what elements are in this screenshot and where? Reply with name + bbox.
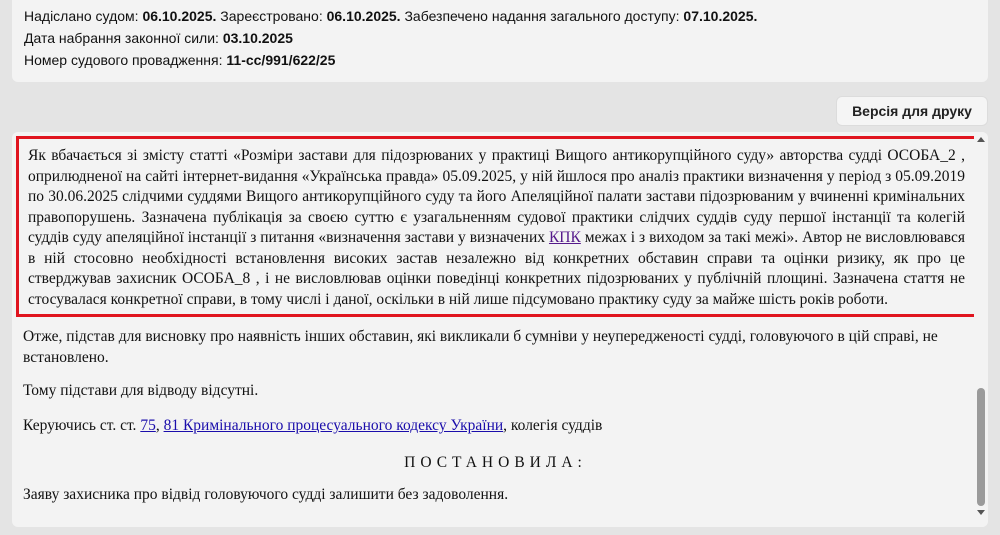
document-scrollbar[interactable] bbox=[974, 132, 988, 527]
guided-by-suffix: , колегія суддів bbox=[503, 417, 603, 434]
no-grounds-paragraph: Тому підстави для відводу відсутні. bbox=[23, 382, 259, 399]
print-version-button[interactable]: Версія для друку bbox=[836, 96, 988, 126]
case-number: 11-сс/991/622/25 bbox=[226, 52, 336, 68]
article-81-cpc-link[interactable]: 81 Кримінального процесуального кодексу України bbox=[163, 417, 504, 434]
guided-by-separator: , bbox=[155, 417, 164, 434]
access-label: Забезпечено надання загального доступу: bbox=[404, 8, 680, 24]
article-75-link[interactable]: 75 bbox=[140, 417, 156, 434]
scroll-up-arrow-icon[interactable] bbox=[977, 137, 985, 142]
case-number-label: Номер судового провадження: bbox=[24, 52, 223, 68]
registered-label: Зареєстровано: bbox=[220, 8, 323, 24]
sent-label: Надіслано судом: bbox=[24, 8, 139, 24]
case-metadata-panel bbox=[12, 0, 988, 82]
kpk-link[interactable]: КПК bbox=[548, 229, 581, 246]
guided-by-prefix: Керуючись ст. ст. bbox=[23, 417, 141, 434]
registered-date: 06.10.2025. bbox=[326, 8, 401, 24]
document-viewer bbox=[12, 132, 988, 527]
document-text bbox=[12, 132, 974, 527]
scroll-thumb[interactable] bbox=[977, 388, 985, 506]
effective-date-line bbox=[24, 27, 976, 49]
conclusion-paragraph: Отже, підстав для висновку про наявність інших обставин, які викликали б сумніви у неупередженості судді, головуючого в цій справі, не встановлено. bbox=[23, 328, 938, 366]
highlight-text-part2: межах і з виходом за такі межі». Автор не висловлювався в ній стосовно необхідності встановлення високих застав незалежно від конкретних обставин справи та оцінки ризику, як про це стверджував захисник ОСОБА_8 , і не висловлював оцінки поведінці конкретних підозрюваних у публічній площині. Зазначена стаття не стосувалася конкретної справи, в тому числі і даної, оскільки в ній лише підсумовано практику суду за майже шість років роботи. bbox=[28, 229, 965, 308]
highlight-text-part1: Як вбачається зі змісту статті «Розміри застави для підозрюваних у практиці Вищого антикорупційного суду» авторства судді ОСОБА_2 , оприлюдненої на сайті інтернет-видання «Українська правда» 05.09.2025, у ній йшлося про аналіз практики визначення у період з 05.09.2019 по 30.06.2025 слідчими суддями Вищого антикорупційного суду та його Апеляційної палати застави підозрюваним у вчиненні кримінальних правопорушень. Зазначена публікація за своєю суттю є узагальненням судової практики слідчих суддів суду першої інстанції та колегій суддів суду апеляційної інстанції з питання «визначення застави у визначених bbox=[28, 147, 965, 246]
effective-date: 03.10.2025 bbox=[222, 30, 293, 46]
case-number-line bbox=[24, 49, 976, 71]
sent-date: 06.10.2025. bbox=[142, 8, 217, 24]
resolved-heading: ПОСТАНОВИЛА: bbox=[404, 454, 587, 471]
scroll-down-arrow-icon[interactable] bbox=[977, 510, 985, 515]
access-date: 07.10.2025. bbox=[683, 8, 758, 24]
guided-by-paragraph bbox=[23, 415, 968, 436]
effective-label: Дата набрання законної сили: bbox=[24, 30, 219, 46]
decision-paragraph: Заяву захисника про відвід головуючого судді залишити без задоволення. bbox=[23, 486, 509, 503]
highlighted-paragraph bbox=[16, 136, 978, 317]
sent-registered-line bbox=[24, 5, 976, 27]
